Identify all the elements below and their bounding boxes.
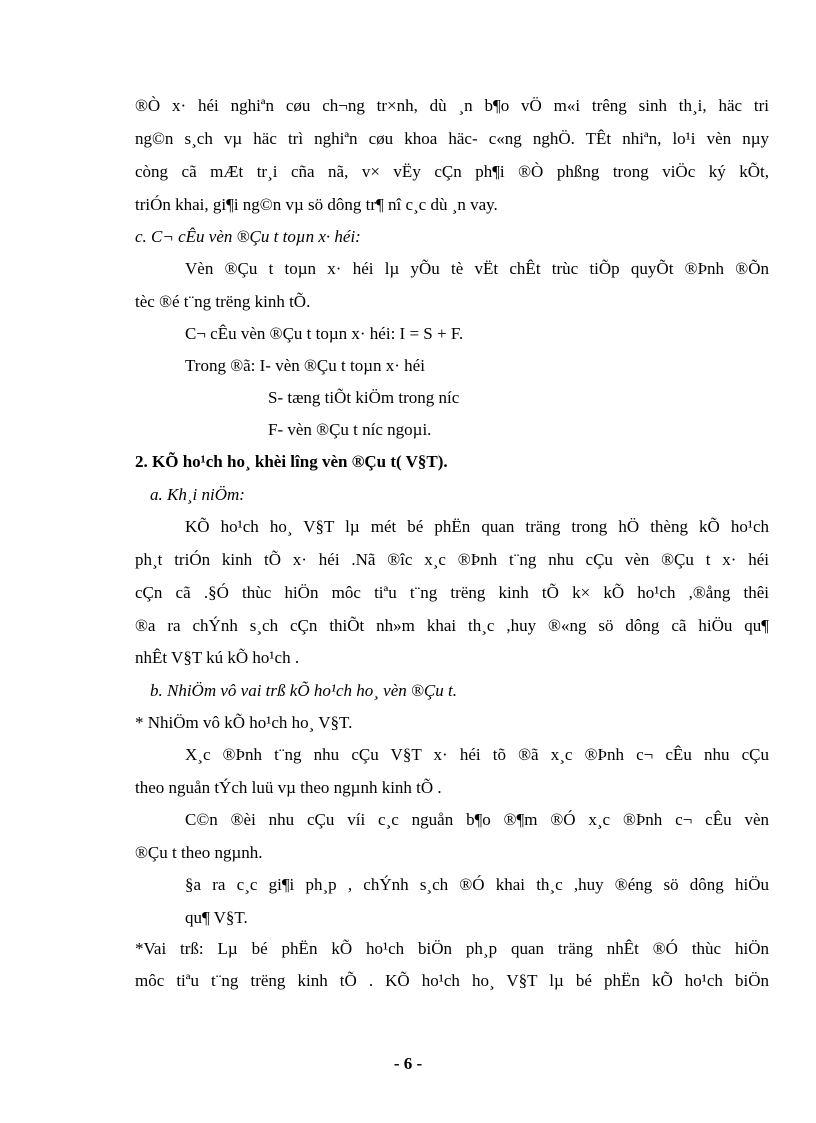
subheading-b: b. NhiÖm vô vai trß kÕ ho¹ch ho¸ vèn ®Çu t. [150, 681, 457, 700]
formula-legend-line: S- tæng tiÕt kiÖm trong níc [268, 388, 460, 407]
body-line: còng cã mÆt tr¸i cña nã, v× vËy cÇn ph¶i ®Ò phßng trong viÖc ký kÕt, [135, 162, 769, 181]
body-line: C©n ®èi nhu cÇu víi c¸c nguån b¶o ®¶m ®Ó x¸c ®Þnh c¬ cÊu vèn [185, 810, 769, 829]
formula-legend-line: Trong ®ã: I- vèn ®Çu t toµn x· héi [185, 356, 425, 375]
body-line: §a ra c¸c gi¶i ph¸p , chÝnh s¸ch ®Ó khai th¸c ,huy ®éng sö dông hiÖu [185, 875, 769, 894]
body-line: ®Ò x· héi nghiªn cøu ch¬ng tr×nh, dù ¸n b¶o vÖ m«i trêng sinh th¸i, häc tri [135, 96, 769, 115]
formula-line: C¬ cÊu vèn ®Çu t toµn x· héi: I = S + F. [185, 324, 464, 343]
body-line: nhÊt V§T kú kÕ ho¹ch . [135, 648, 300, 667]
section-heading-c: c. C¬ cÊu vèn ®Çu t toµn x· héi: [135, 227, 361, 246]
body-line: *Vai trß: Lµ bé phËn kÕ ho¹ch biÖn ph¸p quan träng nhÊt ®Ó thùc hiÖn [135, 939, 769, 958]
body-line: ®a ra chÝnh s¸ch cÇn thiÕt nh»m khai th¸c ,huy ®«ng sö dông cã hiÖu qu¶ [135, 616, 769, 635]
body-line: * NhiÖm vô kÕ ho¹ch ho¸ V§T. [135, 713, 353, 732]
page-number: - 6 - [393, 1054, 423, 1073]
body-line: môc tiªu t¨ng trëng kinh tÕ . KÕ ho¹ch ho¸ V§T lµ bé phËn kÕ ho¹ch biÖn [135, 971, 769, 990]
body-line: cÇn cã .§Ó thùc hiÖn môc tiªu t¨ng trëng kinh tÕ k× kÕ ho¹ch ,®ång thêi [135, 583, 769, 602]
section-heading-2: 2. KÕ ho¹ch ho¸ khèi lîng vèn ®Çu t( V§T). [135, 452, 448, 471]
body-line: Vèn ®Çu t toµn x· héi lµ yÕu tè vËt chÊt trùc tiÕp quyÕt ®Þnh ®Õn [185, 259, 769, 278]
formula-legend-line: F- vèn ®Çu t níc ngoµi. [268, 420, 432, 439]
body-line: KÕ ho¹ch ho¸ V§T lµ mét bé phËn quan träng trong hÖ thèng kÕ ho¹ch [185, 517, 769, 536]
body-line: ®Çu t theo ngµnh. [135, 843, 263, 862]
body-line: tèc ®é t¨ng trëng kinh tÕ. [135, 292, 311, 311]
body-line: qu¶ V§T. [185, 908, 248, 927]
subheading-a: a. Kh¸i niÖm: [150, 485, 245, 504]
body-line: theo nguån tÝch luü vµ theo ngµnh kinh tÕ . [135, 778, 442, 797]
body-line: ng©n s¸ch vµ häc trì nghiªn cøu khoa häc- c«ng nghÖ. TÊt nhiªn, lo¹i vèn nµy [135, 129, 769, 148]
body-line: X¸c ®Þnh t¨ng nhu cÇu V§T x· héi tõ ®ã x¸c ®Þnh c¬ cÊu nhu cÇu [185, 745, 769, 764]
body-line: triÓn khai, gi¶i ng©n vµ sö dông tr¶ nî c¸c dù ¸n vay. [135, 195, 498, 214]
body-line: ph¸t triÓn kinh tÕ x· héi .Nã ®îc x¸c ®Þnh t¨ng nhu cÇu vèn ®Çu t x· héi [135, 550, 769, 569]
